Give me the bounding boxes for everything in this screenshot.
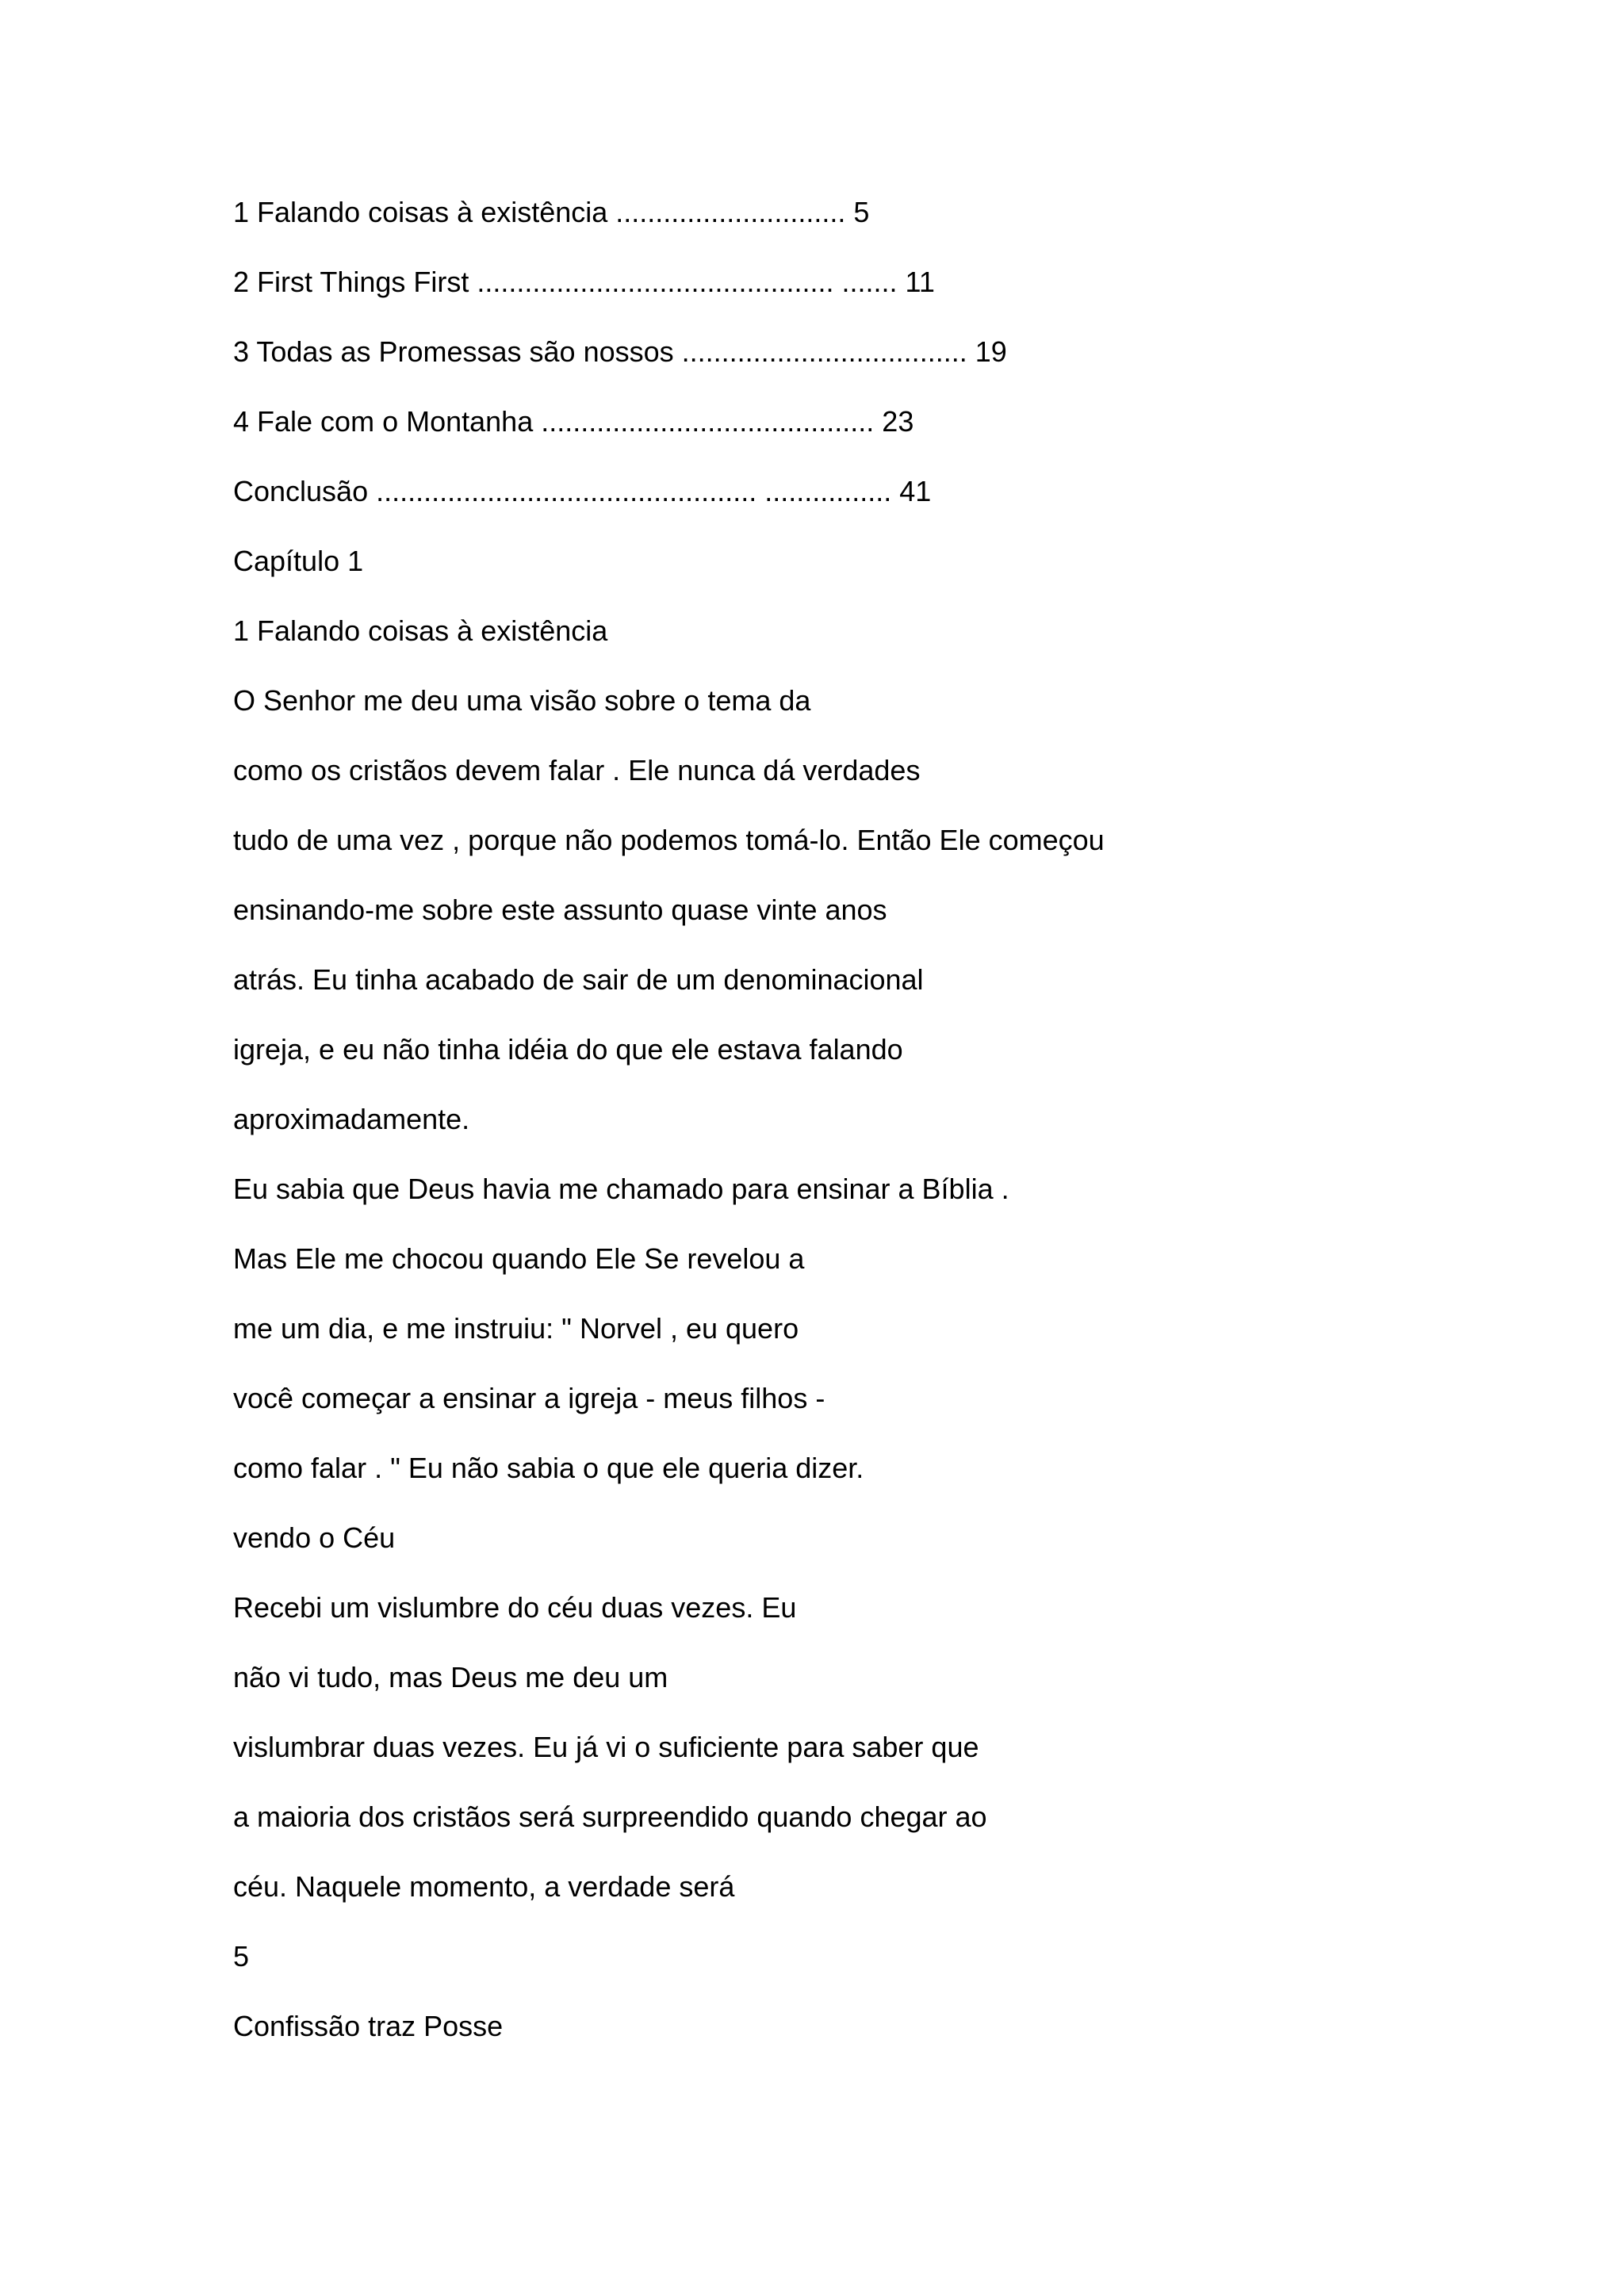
body-text-line: a maioria dos cristãos será surpreendido quando chegar ao — [233, 1800, 987, 1833]
body-text-line: Recebi um vislumbre do céu duas vezes. Eu — [233, 1591, 797, 1624]
page-number: 5 — [233, 1940, 250, 1973]
section-heading: vendo o Céu — [233, 1521, 396, 1554]
body-text-line: céu. Naquele momento, a verdade será — [233, 1870, 735, 1903]
body-text-line: igreja, e eu não tinha idéia do que ele estava falando — [233, 1033, 903, 1066]
body-text-line: me um dia, e me instruiu: " Norvel , eu quero — [233, 1312, 799, 1345]
running-header: Confissão traz Posse — [233, 2010, 504, 2042]
body-text-line: atrás. Eu tinha acabado de sair de um denominacional — [233, 963, 924, 996]
body-text-line: não vi tudo, mas Deus me deu um — [233, 1661, 668, 1693]
body-text-line: aproximadamente. — [233, 1103, 470, 1135]
toc-entry-chapter-1: 1 Falando coisas à existência ............................. 5 — [233, 196, 870, 228]
body-text-line: você começar a ensinar a igreja - meus filhos - — [233, 1382, 825, 1414]
chapter-title: 1 Falando coisas à existência — [233, 614, 608, 647]
body-text-line: como falar . " Eu não sabia o que ele queria dizer. — [233, 1452, 864, 1484]
body-text-line: Mas Ele me chocou quando Ele Se revelou a — [233, 1242, 805, 1275]
body-text-line: vislumbrar duas vezes. Eu já vi o suficiente para saber que — [233, 1731, 979, 1763]
body-text-line: ensinando-me sobre este assunto quase vinte anos — [233, 894, 887, 926]
body-text-line: O Senhor me deu uma visão sobre o tema da — [233, 684, 811, 717]
body-text-line: como os cristãos devem falar . Ele nunca dá verdades — [233, 754, 921, 786]
toc-entry-chapter-2: 2 First Things First ............................................. ....... 11 — [233, 266, 935, 298]
body-text-line: Eu sabia que Deus havia me chamado para ensinar a Bíblia . — [233, 1173, 1009, 1205]
toc-entry-chapter-4: 4 Fale com o Montanha .......................................... 23 — [233, 405, 914, 438]
toc-entry-conclusion: Conclusão ................................................ ................ 41 — [233, 475, 932, 507]
document-body — [233, 195, 1423, 2079]
toc-entry-chapter-3: 3 Todas as Promessas são nossos .................................... 19 — [233, 335, 1007, 368]
body-text-line: tudo de uma vez , porque não podemos tomá-lo. Então Ele começou — [233, 824, 1105, 856]
chapter-label: Capítulo 1 — [233, 545, 364, 577]
